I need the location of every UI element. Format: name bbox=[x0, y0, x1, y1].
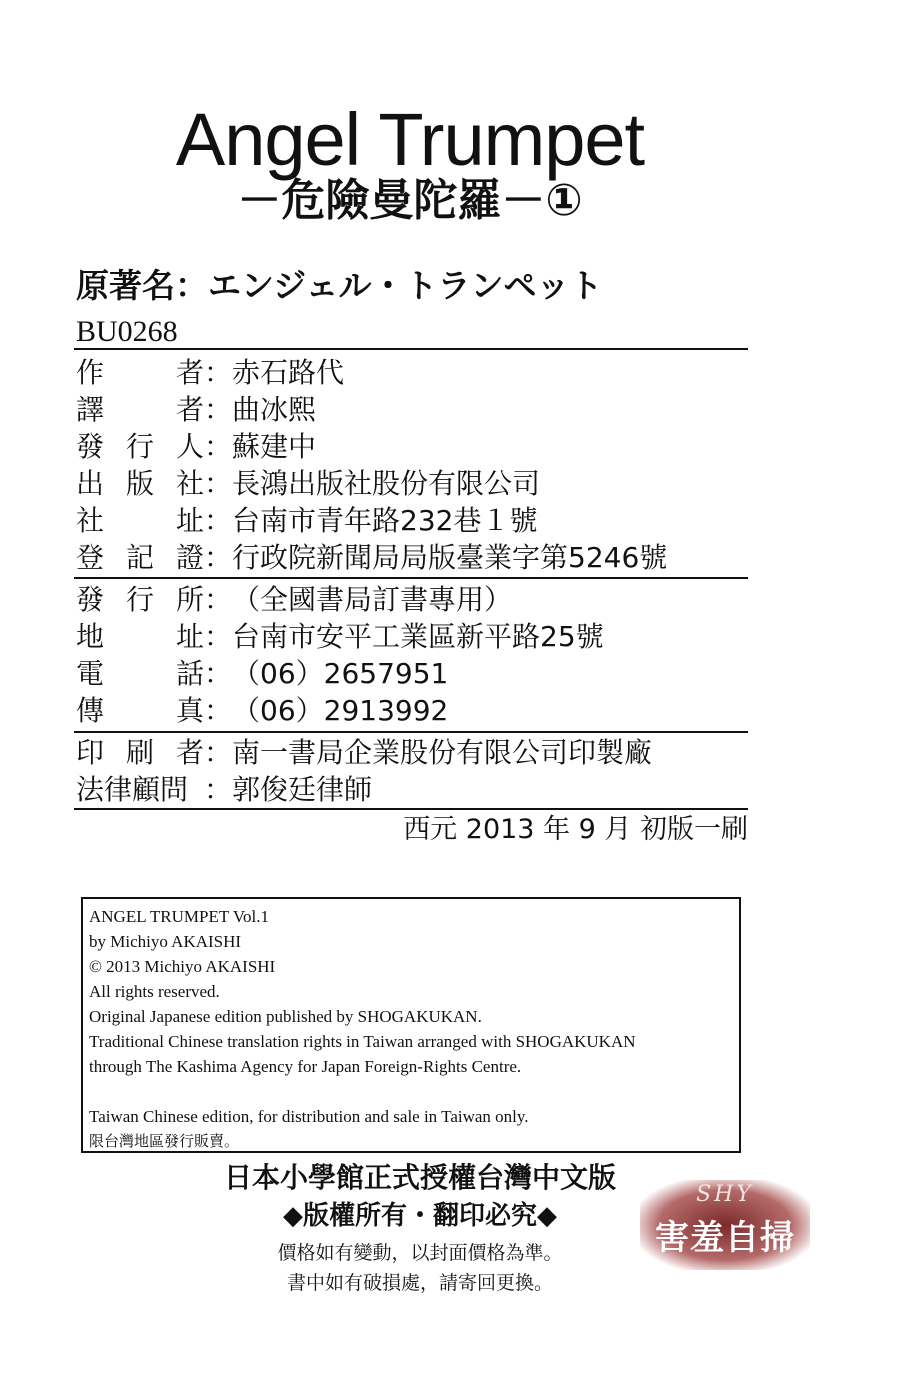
copyright-line: through The Kashima Agency for Japan Foreign-Rights Centre. bbox=[89, 1057, 522, 1076]
info-value: 長鴻出版社股份有限公司 bbox=[232, 467, 541, 500]
info-row bbox=[76, 429, 316, 465]
info-label-char: 者 bbox=[175, 393, 204, 426]
edition-date: 西元 2013 年 9 月 初版一刷 bbox=[403, 814, 748, 845]
copyright-line: by Michiyo AKAISHI bbox=[89, 932, 242, 951]
info-label-char: 真 bbox=[175, 694, 204, 727]
info-label-char: 電 bbox=[76, 657, 105, 690]
scanlation-stamp bbox=[640, 1180, 810, 1270]
info-row bbox=[76, 392, 316, 428]
info-label-char: 行 bbox=[125, 430, 154, 463]
divider bbox=[74, 731, 748, 733]
info-label-char: 譯 bbox=[76, 393, 105, 426]
info-label-char: 傳 bbox=[76, 694, 105, 727]
copyright-box bbox=[81, 897, 741, 1153]
info-label-char: 址 bbox=[175, 620, 204, 653]
divider bbox=[74, 577, 748, 579]
info-separator: ： bbox=[204, 504, 233, 537]
info-label-char: 發 bbox=[76, 583, 105, 616]
info-row bbox=[76, 540, 667, 576]
info-label-char: 話 bbox=[175, 657, 204, 690]
info-label-char: 人 bbox=[175, 430, 204, 463]
info-label-char: 社 bbox=[175, 467, 204, 500]
info-label-char: 者 bbox=[175, 356, 204, 389]
info-label bbox=[76, 392, 204, 428]
info-value: （全國書局訂書專用） bbox=[232, 583, 513, 616]
divider bbox=[74, 808, 748, 810]
info-label-char: 刷 bbox=[125, 736, 154, 769]
info-label-char: 出 bbox=[76, 467, 105, 500]
info-label-char: 記 bbox=[125, 541, 154, 574]
info-row bbox=[76, 503, 537, 539]
info-value: 行政院新聞局局版臺業字第5246號 bbox=[232, 541, 668, 574]
info-label-char: 社 bbox=[76, 504, 105, 537]
info-row bbox=[76, 582, 512, 618]
distribution-note-cjk: 限台灣地區發行販賣。 bbox=[89, 1132, 240, 1150]
info-label bbox=[76, 772, 204, 808]
info-separator: ： bbox=[204, 541, 233, 574]
distribution-note: Taiwan Chinese edition, for distribution and sale in Taiwan only. bbox=[89, 1107, 529, 1126]
info-separator: ： bbox=[204, 356, 233, 389]
copyright-line: All rights reserved. bbox=[89, 982, 220, 1001]
info-row bbox=[76, 735, 652, 771]
copyright-line: ANGEL TRUMPET Vol.1 bbox=[89, 907, 269, 926]
info-label bbox=[76, 503, 204, 539]
info-label bbox=[76, 466, 204, 502]
info-label bbox=[76, 619, 204, 655]
info-label bbox=[76, 656, 204, 692]
info-separator: ： bbox=[204, 736, 233, 769]
info-label-char: 作 bbox=[76, 356, 105, 389]
info-row bbox=[76, 466, 540, 502]
rights-statement: ◆版權所有・翻印必究◆ bbox=[283, 1201, 557, 1231]
info-label-char: 址 bbox=[175, 504, 204, 537]
info-value: 赤石路代 bbox=[232, 356, 345, 389]
info-separator: ： bbox=[204, 467, 233, 500]
info-separator: ： bbox=[204, 773, 233, 806]
info-separator: ： bbox=[204, 620, 233, 653]
info-label-char: 行 bbox=[125, 583, 154, 616]
info-separator: ： bbox=[204, 657, 233, 690]
book-subtitle: －危險曼陀羅－① bbox=[237, 175, 583, 226]
info-separator: ： bbox=[204, 694, 233, 727]
info-label-char: 發 bbox=[76, 430, 105, 463]
info-label-char: 所 bbox=[175, 583, 204, 616]
info-row bbox=[76, 619, 604, 655]
info-separator: ： bbox=[204, 430, 233, 463]
copyright-line: Traditional Chinese translation rights in Taiwan arranged with SHOGAKUKAN bbox=[89, 1032, 636, 1051]
info-value: （06）2657951 bbox=[232, 657, 449, 690]
info-label bbox=[76, 355, 204, 391]
info-value: 蘇建中 bbox=[232, 430, 317, 463]
info-value: 曲冰熙 bbox=[232, 393, 317, 426]
info-separator: ： bbox=[204, 583, 233, 616]
info-row bbox=[76, 656, 448, 692]
info-separator: ： bbox=[204, 393, 233, 426]
info-value: 台南市安平工業區新平路25號 bbox=[232, 620, 604, 653]
divider bbox=[74, 348, 748, 350]
info-label bbox=[76, 429, 204, 465]
stamp-signature: SHY bbox=[696, 1182, 754, 1207]
info-row bbox=[76, 693, 448, 729]
price-note: 價格如有變動，以封面價格為準。 bbox=[277, 1242, 563, 1264]
damage-note: 書中如有破損處，請寄回更換。 bbox=[286, 1272, 553, 1294]
info-label-char: 登 bbox=[76, 541, 105, 574]
info-value: 郭俊廷律師 bbox=[232, 773, 373, 806]
info-value: 台南市青年路232巷１號 bbox=[232, 504, 538, 537]
authorization-statement: 日本小學館正式授權台灣中文版 bbox=[223, 1161, 616, 1194]
info-label-char: 印 bbox=[76, 736, 105, 769]
copyright-line: © 2013 Michiyo AKAISHI bbox=[89, 957, 276, 976]
info-label-char: 者 bbox=[175, 736, 204, 769]
info-label-char: 版 bbox=[125, 467, 154, 500]
book-code: BU0268 bbox=[76, 315, 178, 348]
book-title: Angel Trumpet bbox=[175, 98, 645, 181]
stamp-text: 害羞自掃 bbox=[655, 1218, 795, 1258]
info-label bbox=[76, 693, 204, 729]
info-label bbox=[76, 735, 204, 771]
info-label-char: 法律顧問 bbox=[76, 773, 189, 806]
info-label bbox=[76, 582, 204, 618]
original-title: 原著名：エンジェル・トランペット bbox=[76, 266, 603, 305]
info-label-char: 證 bbox=[175, 541, 204, 574]
info-label bbox=[76, 540, 204, 576]
info-row bbox=[76, 355, 344, 391]
copyright-line: Original Japanese edition published by SHOGAKUKAN. bbox=[89, 1007, 482, 1026]
info-row bbox=[76, 772, 372, 808]
info-value: 南一書局企業股份有限公司印製廠 bbox=[232, 736, 653, 769]
info-label-char: 地 bbox=[76, 620, 105, 653]
info-value: （06）2913992 bbox=[232, 694, 449, 727]
